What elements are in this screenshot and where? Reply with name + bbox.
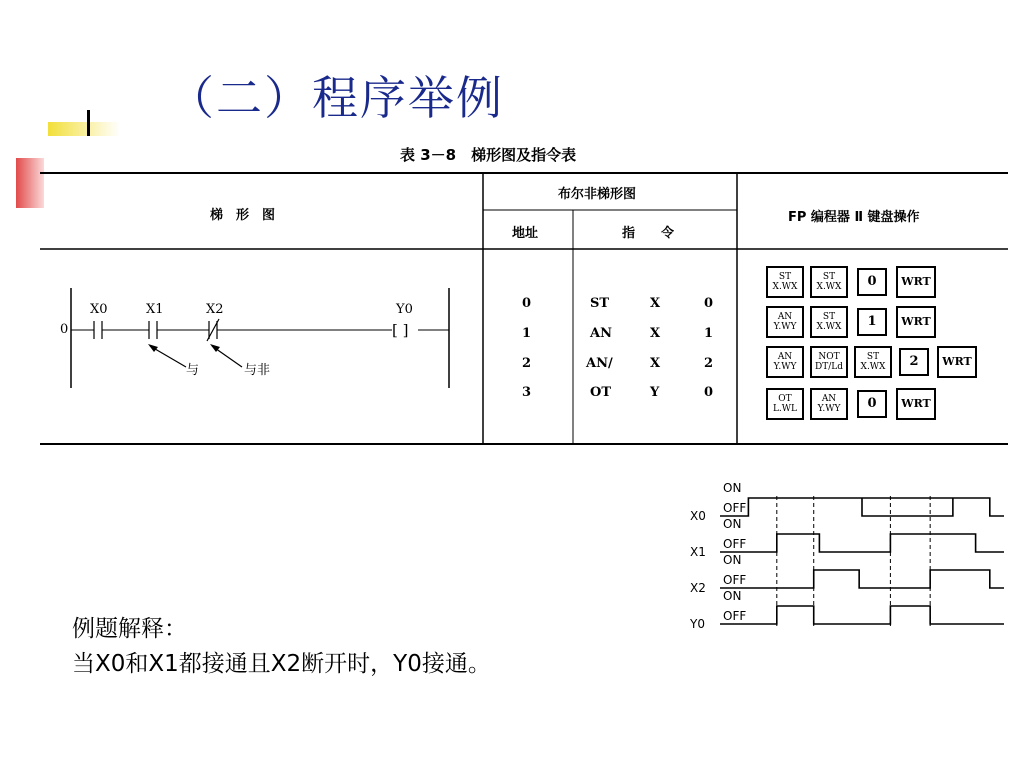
key-digit: 1	[857, 308, 887, 336]
key-wrt: WRT	[896, 388, 936, 420]
signal-waveform-X1	[720, 534, 1004, 552]
signal-waveform-X2	[720, 570, 1004, 588]
on-label: ON	[723, 553, 742, 567]
num-3: 0	[704, 385, 714, 400]
key-st: ST X.WX	[810, 266, 848, 298]
dev-0: X	[650, 296, 661, 311]
on-label: ON	[723, 589, 742, 603]
coil-y0-label: Y0	[396, 302, 413, 317]
signal-name-X2: X2	[690, 581, 706, 595]
key-digit: 0	[857, 390, 887, 418]
address-0: 0	[522, 296, 532, 311]
signal-waveform-X0	[720, 498, 1004, 516]
key-an: AN Y.WY	[766, 306, 804, 338]
num-1: 1	[704, 326, 714, 341]
address-2: 2	[522, 356, 532, 371]
key-wrt: WRT	[896, 306, 936, 338]
op-0: ST	[590, 296, 610, 311]
note-and: 与	[186, 363, 200, 378]
contact-x1-label: X1	[146, 302, 164, 317]
header-address: 地址	[512, 226, 539, 241]
signal-name-X0: X0	[690, 509, 706, 523]
off-label: OFF	[723, 609, 747, 623]
on-label: ON	[723, 481, 742, 495]
address-3: 3	[522, 385, 532, 400]
key-wrt: WRT	[896, 266, 936, 298]
coil-symbol: [ ]	[392, 321, 409, 339]
op-3: OT	[590, 385, 611, 400]
op-1: AN	[590, 326, 612, 341]
page-title: （二）程序举例	[168, 71, 504, 125]
explanation-heading: 例题解释：	[72, 616, 187, 642]
key-ot: OT L.WL	[766, 388, 804, 420]
key-an: AN Y.WY	[810, 388, 848, 420]
key-digit: 2	[899, 348, 929, 376]
explanation	[72, 612, 491, 682]
timing-diagram	[680, 478, 1010, 638]
off-label: OFF	[723, 501, 747, 515]
key-an: AN Y.WY	[766, 346, 804, 378]
key-not: NOT DT/Ld	[810, 346, 848, 378]
op-2: AN/	[586, 356, 613, 371]
rung-number: 0	[60, 322, 69, 337]
off-label: OFF	[723, 537, 747, 551]
table-caption: 表 3－8 梯形图及指令表	[400, 146, 577, 164]
key-wrt: WRT	[937, 346, 977, 378]
signal-waveform-Y0	[720, 606, 1004, 624]
explanation-text: 当X0和X1都接通且X2断开时，Y0接通。	[72, 651, 491, 677]
key-st: ST X.WX	[810, 306, 848, 338]
off-label: OFF	[723, 573, 747, 587]
dev-2: X	[650, 356, 661, 371]
header-instruction: 指 令	[622, 226, 675, 241]
header-boolean: 布尔非梯形图	[558, 187, 637, 202]
num-2: 2	[704, 356, 714, 371]
header-keyboard: FP 编程器 Ⅱ 键盘操作	[788, 210, 920, 225]
note-and-not: 与非	[244, 363, 271, 378]
header-ladder: 梯 形 图	[210, 208, 276, 223]
dev-3: Y	[650, 385, 660, 400]
dev-1: X	[650, 326, 661, 341]
contact-x2-label: X2	[206, 302, 224, 317]
signal-name-Y0: Y0	[690, 617, 705, 631]
key-digit: 0	[857, 268, 887, 296]
on-label: ON	[723, 517, 742, 531]
key-st: ST X.WX	[854, 346, 892, 378]
key-st: ST X.WX	[766, 266, 804, 298]
num-0: 0	[704, 296, 714, 311]
contact-x0-label: X0	[90, 302, 108, 317]
address-1: 1	[522, 326, 532, 341]
signal-name-X1: X1	[690, 545, 706, 559]
